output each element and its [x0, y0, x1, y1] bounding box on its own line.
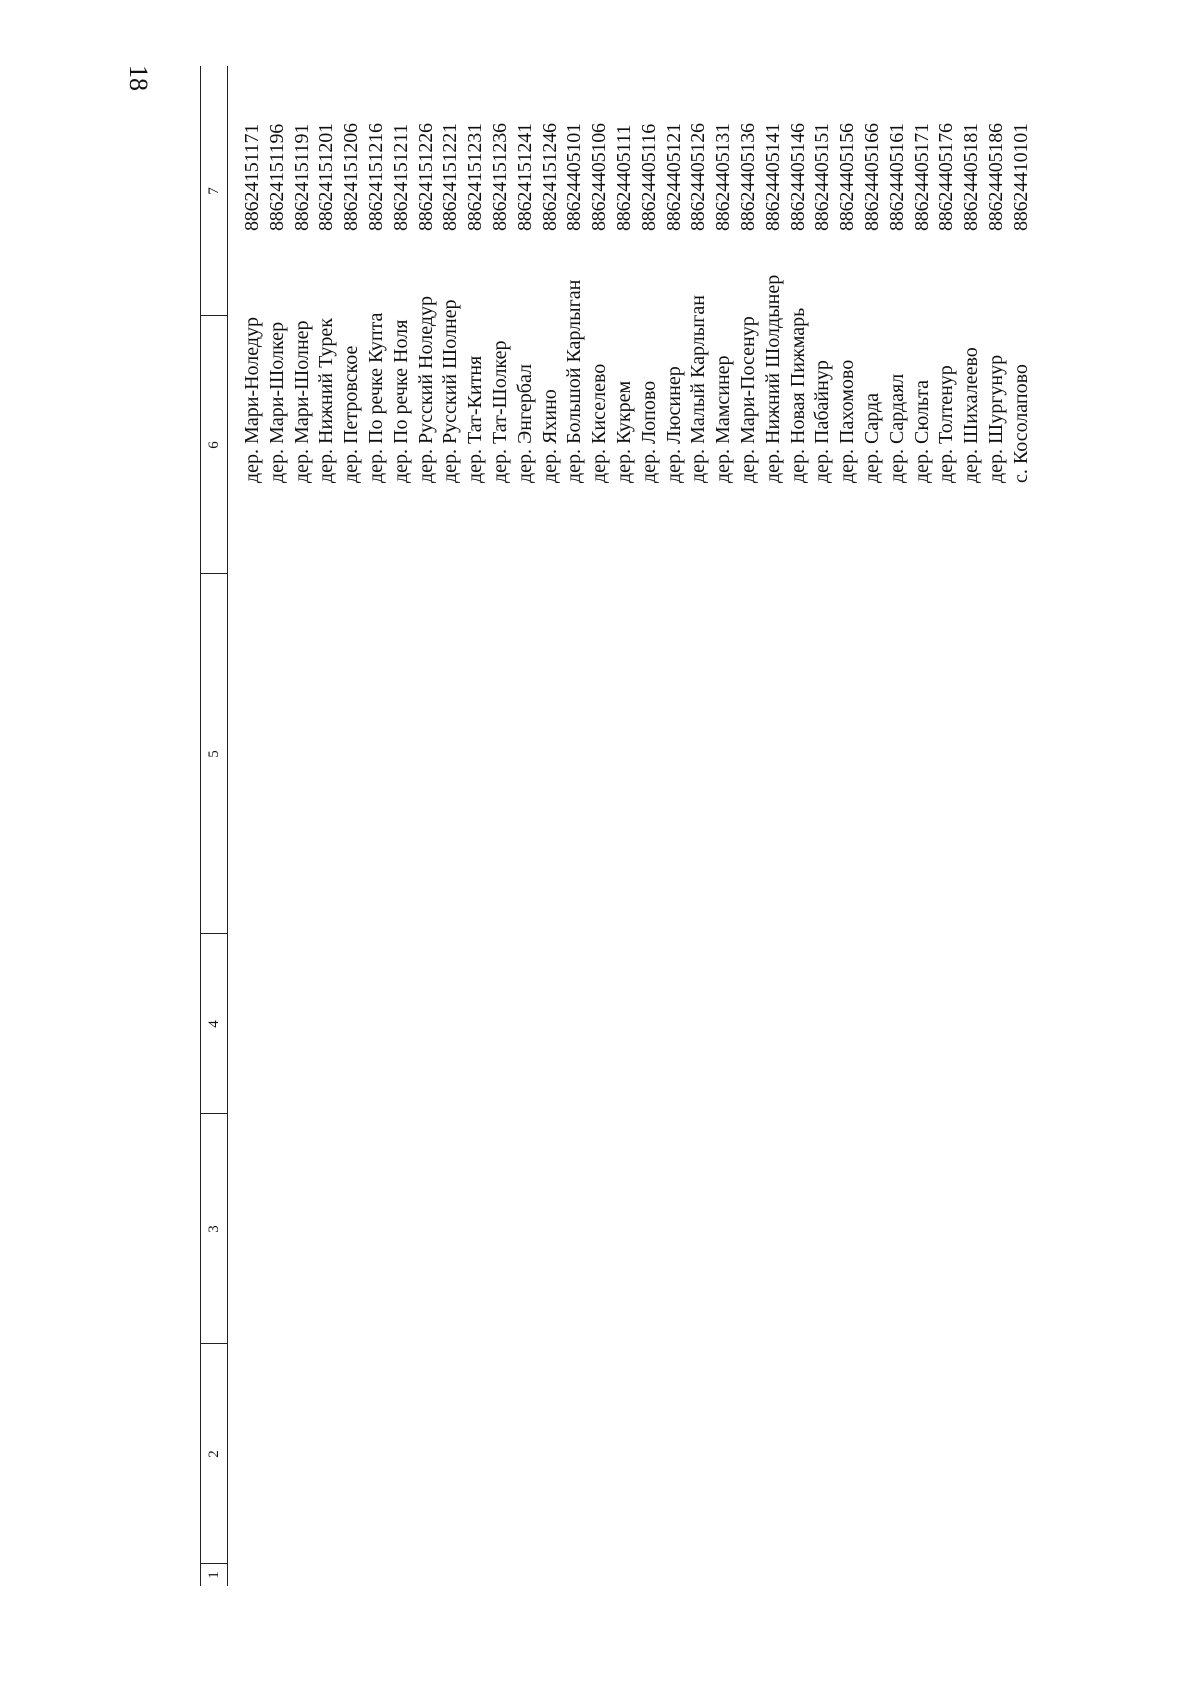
- table-row: [513, 66, 538, 1586]
- table-row: [438, 66, 463, 1586]
- settlement-name: дер. Тат-Китня: [464, 355, 487, 483]
- settlement-name: дер. Шургунур: [985, 354, 1007, 483]
- settlement-name: дер. Пабайнур: [811, 360, 834, 483]
- settlement-code: 88624405136: [737, 123, 759, 231]
- settlement-code: 88624405106: [588, 123, 611, 231]
- settlement-name: дер. Мари-Шолкер: [265, 321, 288, 483]
- settlement-code: 88624405121: [662, 123, 685, 231]
- settlement-code: 88624151196: [265, 123, 288, 231]
- column-header-4: 4: [205, 1020, 222, 1028]
- settlement-name: дер. Сарда: [861, 392, 883, 483]
- table-row: [463, 66, 488, 1586]
- settlement-name: дер. Лопово: [637, 380, 660, 483]
- table-row: [910, 66, 935, 1586]
- settlement-name: дер. Новая Пижмарь: [786, 307, 809, 483]
- settlement-code: 88624151211: [389, 123, 412, 231]
- settlement-name: дер. Кукрем: [613, 380, 635, 483]
- settlement-name: дер. Нижний Шолдынер: [761, 274, 784, 483]
- table-row: [389, 66, 414, 1586]
- table-row: [414, 66, 439, 1586]
- settlement-code: 88624405111: [613, 124, 635, 231]
- settlement-code: 88624151221: [439, 123, 462, 231]
- column-header-6: 6: [205, 441, 222, 449]
- settlement-code: 88624405141: [761, 123, 784, 231]
- table-row: [587, 66, 612, 1586]
- settlement-code: 88624405181: [960, 123, 983, 231]
- table-row: [538, 66, 563, 1586]
- table-row: [810, 66, 835, 1586]
- settlements-table: [200, 66, 1060, 1586]
- table-row: [711, 66, 736, 1586]
- settlement-code: 88624405146: [786, 123, 809, 231]
- settlement-name: дер. Мари-Посенур: [737, 316, 759, 483]
- table-row: [686, 66, 711, 1586]
- table-row: [1009, 66, 1034, 1586]
- settlement-name: дер. Толтенур: [935, 365, 958, 483]
- settlement-code: 88624405101: [563, 123, 586, 231]
- settlement-code: 88624151191: [290, 123, 313, 231]
- settlement-code: 88624410101: [1009, 123, 1032, 231]
- settlement-name: дер. Мари-Шолнер: [290, 320, 313, 483]
- settlement-name: дер. Малый Карлыган: [687, 295, 710, 483]
- table-header-row: [200, 66, 228, 1586]
- settlement-code: 88624405126: [687, 123, 710, 231]
- settlement-code: 88624151226: [414, 123, 437, 231]
- settlement-code: 88624405186: [985, 123, 1007, 231]
- settlement-name: дер. Русский Шолнер: [439, 299, 462, 483]
- settlement-name: дер. По речке Ноля: [389, 319, 412, 483]
- table-row: [637, 66, 662, 1586]
- settlement-code: 88624151206: [340, 123, 363, 231]
- table-row: [240, 66, 265, 1586]
- settlement-code: 88624151246: [538, 123, 561, 231]
- settlement-name: дер. Сардаял: [885, 373, 908, 483]
- settlement-code: 88624151231: [464, 123, 487, 231]
- settlement-name: дер. Пахомово: [836, 359, 859, 483]
- settlement-code: 88624405131: [712, 123, 735, 231]
- table-row: [562, 66, 587, 1586]
- settlement-name: дер. По речке Купта: [365, 312, 387, 483]
- settlement-name: дер. Нижний Турек: [315, 318, 338, 483]
- settlement-code: 88624405151: [811, 123, 834, 231]
- table-row: [314, 66, 339, 1586]
- table-row: [885, 66, 910, 1586]
- settlement-name: дер. Энгербал: [513, 364, 536, 483]
- settlement-code: 88624151216: [365, 123, 387, 231]
- settlement-name: дер. Шихалеево: [960, 347, 983, 483]
- column-header-3: 3: [205, 1225, 222, 1233]
- settlement-code: 88624405156: [836, 123, 859, 231]
- settlement-name: с. Косолапово: [1009, 364, 1032, 483]
- column-header-2: 2: [205, 1450, 222, 1458]
- settlement-name: дер. Люсинер: [662, 366, 685, 483]
- page-number: 18: [124, 65, 153, 91]
- settlement-code: 88624405171: [910, 123, 933, 231]
- table-row: [612, 66, 637, 1586]
- settlement-code: 88624405116: [637, 123, 660, 231]
- table-row: [265, 66, 290, 1586]
- table-row: [736, 66, 761, 1586]
- settlement-name: дер. Тат-Шолкер: [489, 340, 511, 483]
- column-header-7: 7: [205, 187, 222, 195]
- table-row: [786, 66, 811, 1586]
- table-row: [339, 66, 364, 1586]
- settlement-name: дер. Мари-Ноледур: [241, 316, 263, 483]
- table-row: [488, 66, 513, 1586]
- table-row: [290, 66, 315, 1586]
- table-row: [364, 66, 389, 1586]
- settlement-name: дер. Киселево: [588, 363, 611, 483]
- table-row: [984, 66, 1009, 1586]
- settlement-code: 88624405161: [885, 123, 908, 231]
- settlement-name: дер. Большой Карлыган: [563, 279, 586, 483]
- settlement-code: 88624405176: [935, 123, 958, 231]
- table-row: [761, 66, 786, 1586]
- settlement-code: 88624405166: [861, 123, 883, 231]
- settlement-code: 88624151241: [513, 123, 536, 231]
- column-header-5: 5: [205, 750, 222, 758]
- table-row: [959, 66, 984, 1586]
- settlement-code: 88624151201: [315, 123, 338, 231]
- settlement-code: 88624151236: [489, 123, 511, 231]
- settlement-code: 88624151171: [241, 123, 263, 231]
- settlement-name: дер. Мамсинер: [712, 355, 735, 483]
- table-row: [662, 66, 687, 1586]
- table-row: [835, 66, 860, 1586]
- settlement-name: дер. Петровское: [340, 345, 363, 483]
- settlement-name: дер. Яхино: [538, 389, 561, 483]
- settlement-name: дер. Русский Ноледур: [414, 295, 437, 483]
- table-row: [934, 66, 959, 1586]
- table-row: [860, 66, 885, 1586]
- column-header-1: 1: [205, 1571, 222, 1579]
- settlement-name: дер. Сюльта: [910, 379, 933, 483]
